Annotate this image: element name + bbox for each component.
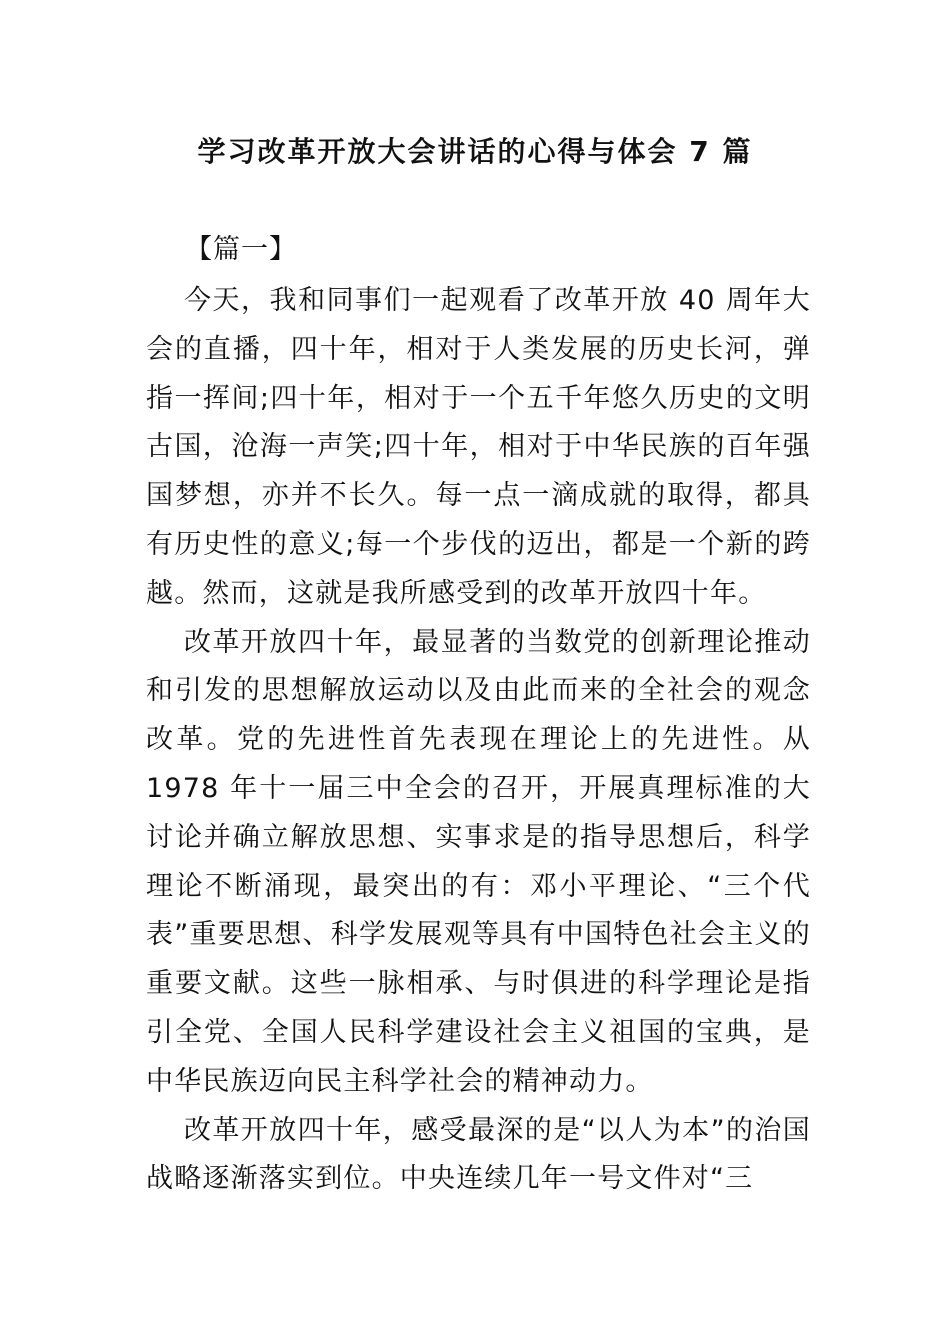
section-heading: 【篇一】 bbox=[185, 234, 297, 265]
document-body bbox=[146, 277, 811, 1204]
paragraph-1: 今天，我和同事们一起观看了改革开放 40 周年大会的直播，四十年，相对于人类发展的历史长河，弹指一挥间;四十年，相对于一个五千年悠久历史的文明古国，沧海一声笑;四十年，相对于中华民族的百年强国梦想，亦并不长久。每一点一滴成就的取得，都具有历史性的意义;每一个步伐的迈出，都是一个新的跨越。然而，这就是我所感受到的改革开放四十年。 bbox=[146, 285, 811, 609]
paragraph-3: 改革开放四十年，感受最深的是“以人为本”的治国战略逐渐落实到位。中央连续几年一号文件对“三 bbox=[146, 1114, 811, 1195]
paragraph-2: 改革开放四十年，最显著的当数党的创新理论推动和引发的思想解放运动以及由此而来的全社会的观念改革。党的先进性首先表现在理论上的先进性。从 1978 年十一届三中全会的召开，开展真理标准的大讨论并确立解放思想、实事求是的指导思想后，科学理论不断涌现，最突出的有：邓小平理论、“三个代表”重要思想、科学发展观等具有中国特色社会主义的重要文献。这些一脉相承、与时俱进的科学理论是指引全党、全国人民科学建设社会主义祖国的宝典，是中华民族迈向民主科学社会的精神动力。 bbox=[146, 626, 811, 1097]
document-title: 学习改革开放大会讲话的心得与体会 7 篇 bbox=[197, 135, 753, 168]
